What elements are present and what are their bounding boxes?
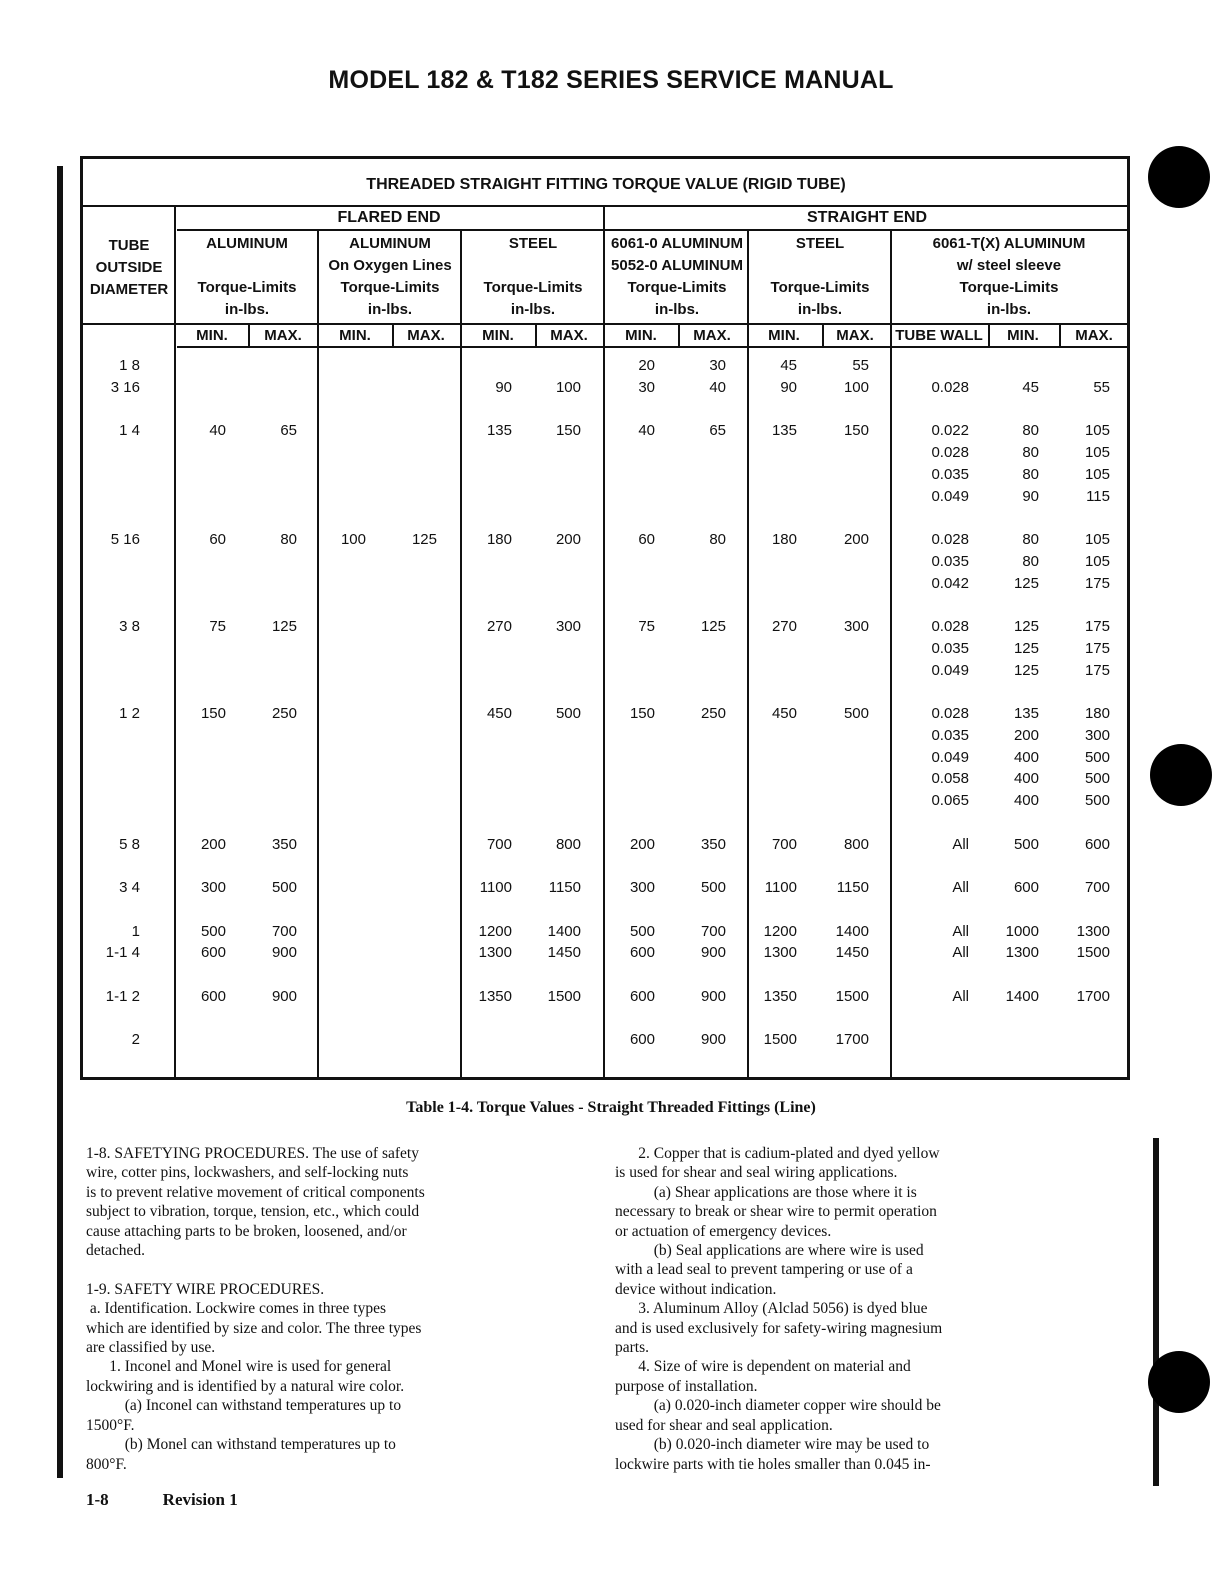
tube-diameter: 3 4 [119, 879, 140, 896]
cell-straight-steel-max: 1450 [835, 944, 869, 962]
cell-sleeve-wall: All [952, 944, 969, 962]
cell-sleeve-max: 1300 [1076, 922, 1110, 940]
cell-sleeve-min: 125 [1013, 639, 1039, 657]
cell-flared-al-min: 500 [200, 922, 226, 940]
cell-flared-al-min: 300 [200, 879, 226, 896]
cell-straight-steel-min: 1300 [763, 944, 797, 962]
tube-diameter: 3 8 [119, 618, 140, 635]
cell-straight-al-max: 900 [700, 944, 726, 962]
col-straight-aluminum-line3: Torque-Limits [627, 279, 727, 296]
cell-sleeve-max: 1500 [1076, 944, 1110, 962]
cell-sleeve-wall: 0.049 [931, 748, 969, 766]
cell-sleeve-min: 135 [1013, 705, 1039, 722]
cell-sleeve-wall: All [952, 835, 969, 853]
cell-sleeve-wall: 0.058 [931, 770, 969, 788]
cell-sleeve-max: 105 [1084, 444, 1110, 461]
cell-straight-al-max: 30 [709, 357, 726, 374]
cell-flared-steel-min: 90 [495, 378, 512, 396]
text-line: 800°F. [86, 1455, 127, 1473]
cell-sleeve-max: 175 [1084, 639, 1110, 657]
cell-flared-steel-max: 150 [555, 422, 581, 440]
tube-diameter: 1-1 4 [105, 944, 140, 962]
cell-sleeve-max: 105 [1084, 531, 1110, 548]
text-line: lockwiring and is identified by a natural wire color. [86, 1377, 405, 1395]
cell-sleeve-max: 105 [1084, 465, 1110, 483]
cell-flared-steel-min: 1100 [479, 879, 512, 896]
cell-flared-steel-min: 450 [486, 705, 512, 722]
cell-flared-steel-max: 300 [555, 618, 581, 635]
cell-sleeve-max: 600 [1084, 835, 1110, 853]
cell-sleeve-min: 400 [1013, 792, 1039, 809]
cell-straight-steel-min: 45 [780, 357, 797, 374]
cell-sleeve-min: 200 [1013, 726, 1039, 744]
cell-sleeve-max: 175 [1084, 661, 1110, 679]
text-line: 1500°F. [86, 1416, 135, 1434]
cell-straight-steel-max: 1700 [835, 1031, 869, 1049]
cell-sleeve-wall: 0.065 [931, 792, 969, 809]
cell-flared-steel-max: 1150 [548, 879, 581, 896]
cell-sleeve-wall: 0.022 [931, 422, 969, 440]
cell-straight-steel-min: 270 [771, 618, 797, 635]
sub-max: MAX. [550, 327, 588, 344]
page-number: 1-8 [86, 1490, 109, 1509]
cell-sleeve-min: 90 [1022, 487, 1039, 505]
cell-flared-steel-min: 135 [486, 422, 512, 440]
col-flared-oxygen-line2: On Oxygen Lines [328, 257, 452, 274]
cell-sleeve-wall: 0.035 [931, 639, 969, 657]
cell-straight-al-min: 20 [638, 357, 655, 374]
cell-sleeve-min: 400 [1013, 770, 1039, 788]
col-tube-line1: TUBE [108, 237, 150, 254]
col-flared-aluminum-line3: Torque-Limits [197, 279, 297, 296]
cell-flared-al-min: 75 [209, 618, 226, 635]
cell-straight-steel-min: 1200 [763, 922, 797, 940]
cell-sleeve-min: 1400 [1005, 987, 1039, 1005]
text-line: lockwire parts with tie holes smaller than 0.045 in- [615, 1455, 931, 1473]
text-line: 2. Copper that is cadium-plated and dyed yellow [615, 1145, 940, 1162]
cell-straight-al-max: 40 [709, 378, 726, 396]
sub-min: MIN. [482, 327, 514, 344]
cell-flared-al-max: 350 [271, 835, 297, 853]
tube-diameter: 1 2 [119, 705, 140, 722]
col-flared-oxygen-line3: Torque-Limits [340, 279, 440, 296]
cell-straight-al-max: 65 [709, 422, 726, 440]
right-text-column [615, 1144, 1115, 1474]
text-line: 3. Aluminum Alloy (Alclad 5056) is dyed blue [615, 1300, 928, 1318]
col-flared-steel-line1: STEEL [508, 235, 558, 252]
cell-sleeve-min: 125 [1013, 618, 1039, 635]
cell-flared-al-max: 65 [280, 422, 297, 440]
cell-flared-steel-max: 1400 [547, 922, 581, 940]
cell-straight-al-min: 40 [638, 422, 655, 440]
cell-sleeve-min: 80 [1022, 465, 1039, 483]
text-line: 1. Inconel and Monel wire is used for general [86, 1358, 392, 1376]
text-line: used for shear and seal application. [615, 1416, 833, 1434]
text-line: necessary to break or shear wire to permit operation [615, 1203, 937, 1221]
cell-straight-steel-max: 1150 [836, 879, 869, 896]
text-line: cause attaching parts to be broken, loosened, and/or [86, 1222, 407, 1240]
cell-flared-al-min: 60 [209, 531, 226, 548]
cell-sleeve-min: 125 [1013, 661, 1039, 679]
cell-straight-steel-max: 55 [852, 357, 869, 374]
col-flared-steel-line4: in-lbs. [510, 301, 556, 318]
group-straight-end: STRAIGHT END [807, 209, 927, 226]
text-line: wire, cotter pins, lockwashers, and self-locking nuts [86, 1164, 409, 1182]
punch-hole-top [1148, 146, 1210, 208]
cell-sleeve-wall: 0.028 [931, 531, 969, 548]
cell-sleeve-max: 105 [1084, 552, 1110, 570]
col-tube-line2: OUTSIDE [95, 259, 163, 276]
cell-flared-steel-max: 800 [555, 835, 581, 853]
cell-sleeve-wall: 0.035 [931, 726, 969, 744]
col-straight-sleeve-line1: 6061-T(X) ALUMINUM [932, 235, 1086, 252]
cell-sleeve-min: 45 [1022, 378, 1039, 396]
cell-sleeve-wall: 0.028 [931, 705, 969, 722]
left-text-column [86, 1144, 586, 1474]
cell-sleeve-min: 80 [1022, 531, 1039, 548]
cell-flared-steel-max: 100 [555, 378, 581, 396]
cell-sleeve-max: 300 [1084, 726, 1110, 744]
cell-sleeve-min: 500 [1013, 835, 1039, 853]
col-straight-sleeve-line2: w/ steel sleeve [956, 257, 1062, 274]
tube-diameter: 5 8 [119, 835, 140, 853]
text-line: subject to vibration, torque, tension, etc., which could [86, 1203, 420, 1221]
cell-straight-steel-min: 90 [780, 378, 797, 396]
cell-sleeve-max: 500 [1084, 792, 1110, 809]
text-line: (a) 0.020-inch diameter copper wire should be [615, 1397, 941, 1415]
cell-flared-steel-min: 1300 [478, 944, 512, 962]
cell-straight-steel-min: 1350 [763, 987, 797, 1005]
cell-flared-steel-min: 1200 [478, 922, 512, 940]
cell-straight-steel-max: 800 [843, 835, 869, 853]
cell-straight-al-min: 300 [629, 879, 655, 896]
cell-flared-steel-max: 500 [555, 705, 581, 722]
sub-max: MAX. [836, 327, 874, 344]
revision-bar-left [57, 166, 63, 1478]
cell-straight-al-max: 250 [700, 705, 726, 722]
text-line: (b) 0.020-inch diameter wire may be used to [615, 1436, 930, 1454]
col-flared-aluminum-line1: ALUMINUM [206, 235, 288, 252]
text-line: 1-8. SAFETYING PROCEDURES. The use of safety [86, 1145, 419, 1162]
cell-sleeve-wall: All [952, 987, 969, 1005]
cell-straight-steel-max: 100 [843, 378, 869, 396]
cell-straight-al-max: 500 [700, 879, 726, 896]
cell-sleeve-wall: 0.035 [931, 465, 969, 483]
cell-flared-al-min: 150 [200, 705, 226, 722]
text-line: parts. [615, 1339, 650, 1357]
text-line: device without indication. [615, 1280, 777, 1298]
cell-sleeve-max: 1700 [1076, 987, 1110, 1005]
cell-straight-al-max: 80 [709, 531, 726, 548]
cell-flared-steel-min: 1350 [478, 987, 512, 1005]
cell-straight-steel-max: 300 [843, 618, 869, 635]
cell-sleeve-max: 115 [1086, 487, 1110, 505]
cell-sleeve-max: 180 [1084, 705, 1110, 722]
cell-sleeve-wall: 0.049 [931, 661, 969, 679]
cell-straight-steel-min: 1100 [764, 879, 797, 896]
cell-straight-steel-min: 180 [771, 531, 797, 548]
cell-flared-steel-min: 180 [486, 531, 512, 548]
col-straight-steel-line1: STEEL [795, 235, 845, 252]
col-straight-aluminum-line4: in-lbs. [654, 301, 700, 318]
tube-diameter: 1-1 2 [105, 987, 140, 1005]
punch-hole-middle [1150, 744, 1212, 806]
cell-flared-al-min: 200 [200, 835, 226, 853]
cell-straight-al-min: 600 [629, 944, 655, 962]
revision-bar-right [1153, 1138, 1159, 1486]
cell-sleeve-wall: 0.035 [931, 552, 969, 570]
cell-sleeve-max: 500 [1084, 748, 1110, 766]
cell-straight-al-max: 350 [700, 835, 726, 853]
cell-straight-al-min: 600 [629, 1031, 655, 1049]
col-straight-aluminum-line1: 6061-0 ALUMINUM [611, 235, 743, 252]
sub-min: MIN. [196, 327, 228, 344]
sub-min: MIN. [1007, 327, 1039, 344]
text-line: 1-9. SAFETY WIRE PROCEDURES. [86, 1280, 325, 1298]
cell-flared-steel-min: 700 [486, 835, 512, 853]
tube-diameter: 3 16 [110, 378, 140, 396]
cell-sleeve-max: 700 [1084, 879, 1110, 896]
cell-flared-al-max: 900 [271, 987, 297, 1005]
tube-diameter: 1 [131, 922, 140, 940]
sub-min: MIN. [339, 327, 371, 344]
text-line: (b) Seal applications are where wire is used [615, 1242, 924, 1260]
cell-flared-steel-min: 270 [486, 618, 512, 635]
text-line [86, 1260, 586, 1279]
revision-label: Revision 1 [162, 1490, 238, 1509]
col-straight-sleeve-line3: Torque-Limits [959, 279, 1059, 296]
cell-straight-al-min: 75 [638, 618, 655, 635]
cell-sleeve-wall: 0.042 [931, 574, 969, 592]
cell-flared-al-min: 600 [200, 987, 226, 1005]
cell-flared-steel-max: 200 [555, 531, 581, 548]
text-line: is used for shear and seal wiring applications. [615, 1164, 898, 1182]
cell-straight-steel-max: 1400 [835, 922, 869, 940]
cell-flared-oxy-max: 125 [411, 531, 437, 548]
sub-min: MIN. [625, 327, 657, 344]
cell-straight-steel-min: 1500 [763, 1031, 797, 1049]
cell-straight-steel-min: 450 [771, 705, 797, 722]
cell-straight-steel-max: 1500 [835, 987, 869, 1005]
text-line: are classified by use. [86, 1339, 216, 1357]
cell-sleeve-max: 105 [1084, 422, 1110, 440]
table-title: THREADED STRAIGHT FITTING TORQUE VALUE (RIGID TUBE) [366, 176, 846, 193]
cell-flared-steel-max: 1450 [547, 944, 581, 962]
col-straight-steel-line3: Torque-Limits [770, 279, 870, 296]
text-line: purpose of installation. [615, 1377, 758, 1395]
punch-hole-bottom [1148, 1351, 1210, 1413]
group-flared-end: FLARED END [337, 209, 441, 226]
cell-sleeve-max: 175 [1084, 574, 1110, 592]
cell-straight-al-min: 60 [638, 531, 655, 548]
cell-sleeve-min: 125 [1013, 574, 1039, 592]
text-line: 4. Size of wire is dependent on material and [615, 1358, 911, 1376]
text-line: is to prevent relative movement of critical components [86, 1183, 425, 1201]
cell-straight-al-min: 30 [638, 378, 655, 396]
text-line: a. Identification. Lockwire comes in three types [86, 1300, 386, 1318]
cell-flared-al-max: 700 [271, 922, 297, 940]
text-line: and is used exclusively for safety-wiring magnesium [615, 1319, 943, 1337]
cell-flared-steel-max: 1500 [547, 987, 581, 1005]
page-title: MODEL 182 & T182 SERIES SERVICE MANUAL [328, 66, 894, 94]
cell-sleeve-min: 80 [1022, 552, 1039, 570]
cell-sleeve-min: 400 [1013, 748, 1039, 766]
cell-flared-al-min: 40 [209, 422, 226, 440]
text-line: (a) Shear applications are those where it is [615, 1183, 917, 1201]
cell-straight-steel-min: 700 [771, 835, 797, 853]
col-tube-line3: DIAMETER [89, 281, 169, 298]
cell-straight-al-max: 900 [700, 987, 726, 1005]
text-line: or actuation of emergency devices. [615, 1222, 832, 1240]
sub-max: MAX. [407, 327, 445, 344]
cell-straight-al-min: 500 [629, 922, 655, 940]
tube-diameter: 2 [131, 1031, 140, 1049]
cell-sleeve-max: 500 [1084, 770, 1110, 788]
col-straight-sleeve-line4: in-lbs. [986, 301, 1032, 318]
cell-sleeve-min: 600 [1013, 879, 1039, 896]
col-straight-steel-line4: in-lbs. [797, 301, 843, 318]
text-line: (a) Inconel can withstand temperatures up to [86, 1397, 402, 1415]
sub-max: MAX. [693, 327, 731, 344]
text-line: which are identified by size and color. The three types [86, 1319, 422, 1337]
sub-min: MIN. [768, 327, 800, 344]
col-flared-aluminum-line4: in-lbs. [224, 301, 270, 318]
page-footer [86, 1490, 292, 1510]
cell-flared-al-max: 125 [271, 618, 297, 635]
cell-sleeve-min: 80 [1022, 444, 1039, 461]
text-line: with a lead seal to prevent tampering or use of a [615, 1261, 913, 1279]
cell-flared-al-max: 500 [271, 879, 297, 896]
cell-sleeve-min: 1000 [1005, 922, 1039, 940]
cell-flared-al-max: 250 [271, 705, 297, 722]
cell-straight-steel-max: 200 [843, 531, 869, 548]
cell-straight-al-max: 125 [700, 618, 726, 635]
col-flared-steel-line3: Torque-Limits [483, 279, 583, 296]
cell-straight-steel-max: 150 [843, 422, 869, 440]
tube-diameter: 5 16 [110, 531, 140, 548]
cell-sleeve-max: 55 [1093, 378, 1110, 396]
cell-straight-al-min: 150 [629, 705, 655, 722]
cell-straight-al-min: 600 [629, 987, 655, 1005]
cell-flared-al-max: 80 [280, 531, 297, 548]
text-line: detached. [86, 1242, 145, 1260]
col-flared-oxygen-line1: ALUMINUM [349, 235, 431, 252]
table-caption: Table 1-4. Torque Values - Straight Threaded Fittings (Line) [406, 1099, 816, 1116]
cell-sleeve-wall: 0.028 [931, 444, 969, 461]
text-line: (b) Monel can withstand temperatures up to [86, 1436, 396, 1454]
cell-sleeve-wall: 0.028 [931, 618, 969, 635]
cell-sleeve-min: 80 [1022, 422, 1039, 440]
cell-sleeve-min: 1300 [1005, 944, 1039, 962]
sub-max: MAX. [1075, 327, 1113, 344]
cell-straight-al-max: 700 [700, 922, 726, 940]
cell-straight-al-max: 900 [700, 1031, 726, 1049]
tube-diameter: 1 4 [119, 422, 140, 440]
cell-flared-al-max: 900 [271, 944, 297, 962]
cell-straight-steel-max: 500 [843, 705, 869, 722]
cell-flared-al-min: 600 [200, 944, 226, 962]
cell-straight-al-min: 200 [629, 835, 655, 853]
cell-flared-oxy-min: 100 [340, 531, 366, 548]
sub-tube-wall: TUBE WALL [895, 327, 983, 344]
cell-sleeve-wall: 0.049 [931, 487, 969, 505]
cell-sleeve-max: 175 [1084, 618, 1110, 635]
cell-straight-steel-min: 135 [771, 422, 797, 440]
tube-diameter: 1 8 [119, 357, 140, 374]
col-straight-aluminum-line2: 5052-0 ALUMINUM [611, 257, 743, 274]
cell-sleeve-wall: All [952, 922, 969, 940]
col-flared-oxygen-line4: in-lbs. [367, 301, 413, 318]
cell-sleeve-wall: 0.028 [931, 378, 969, 396]
cell-sleeve-wall: All [952, 879, 969, 896]
sub-max: MAX. [264, 327, 302, 344]
torque-table [80, 156, 1130, 1080]
